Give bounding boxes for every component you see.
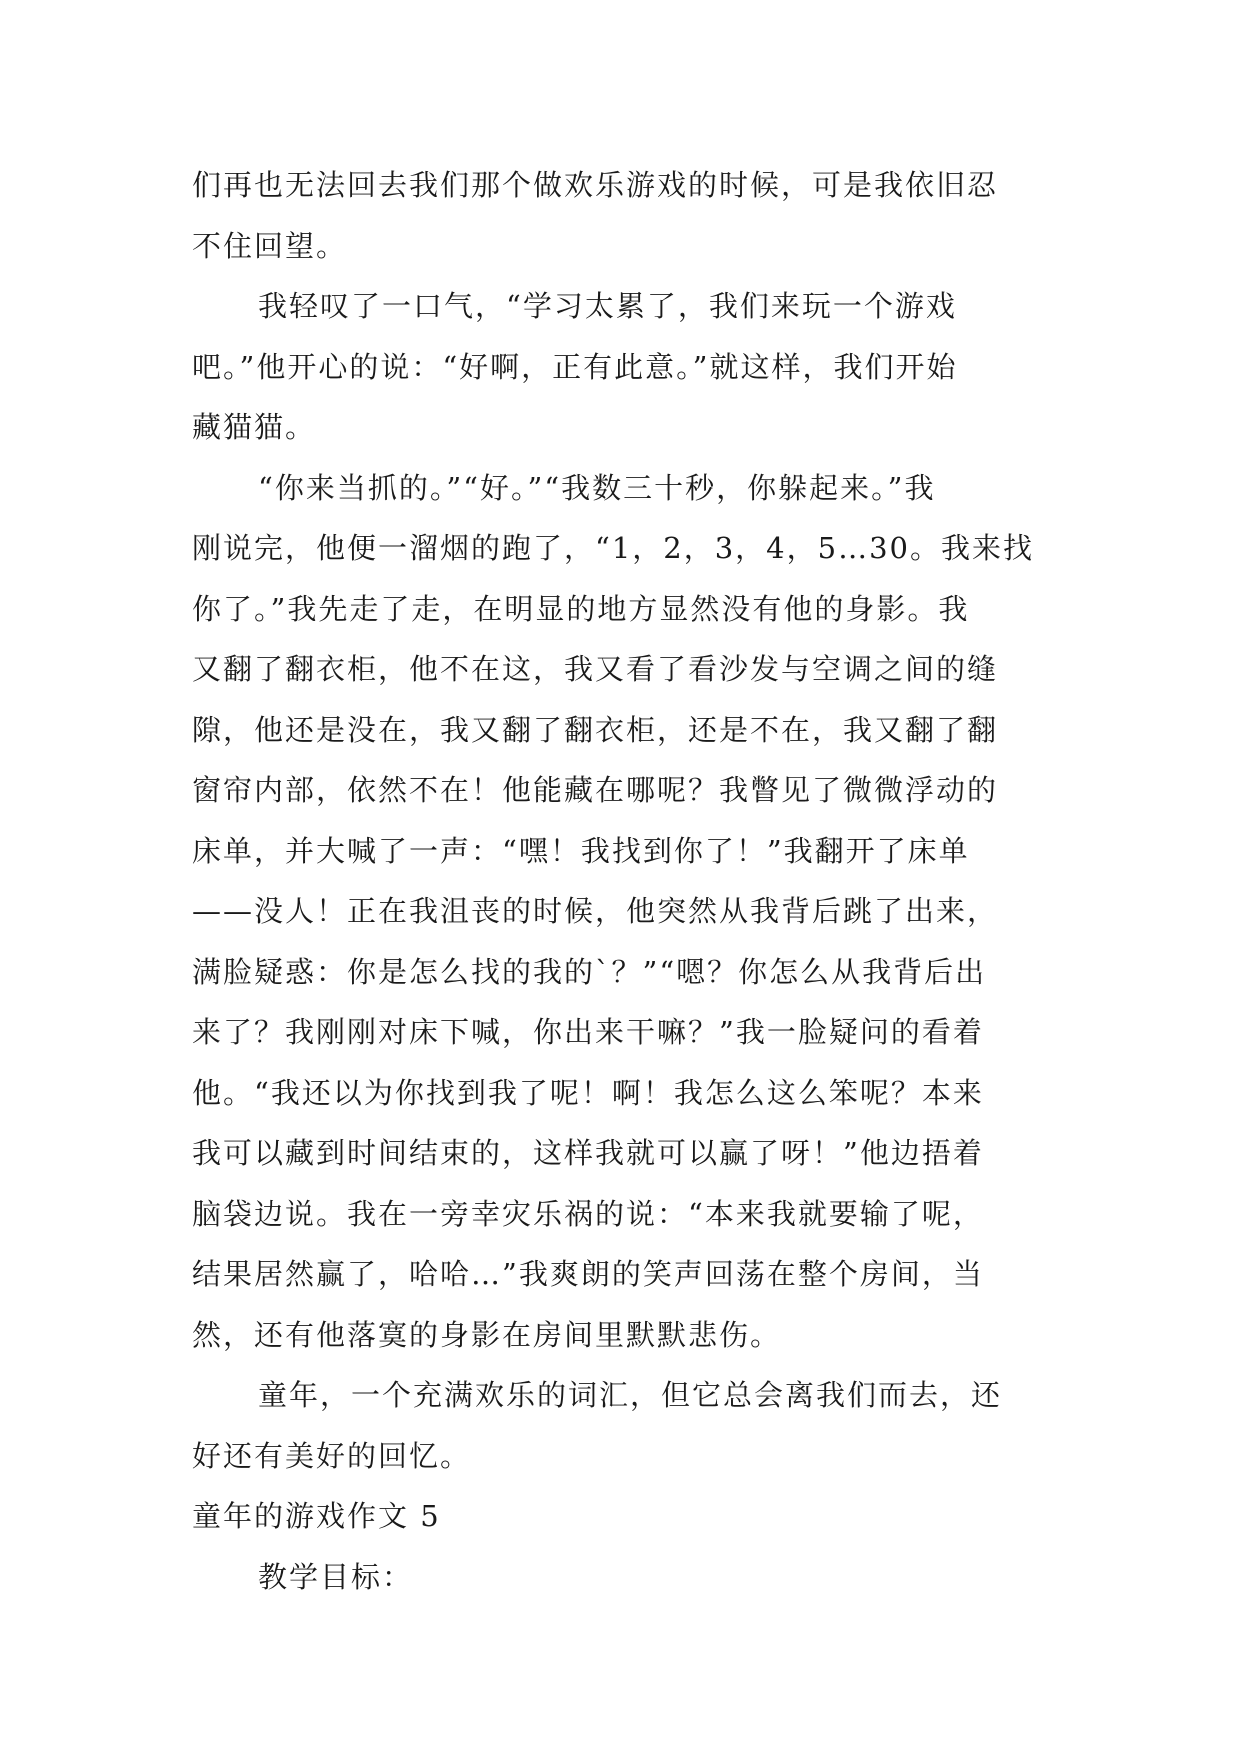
text-line-24: 教学目标： <box>258 1559 414 1594</box>
text-line-8: 你了。”我先走了走，在明显的地方显然没有他的身影。我 <box>192 591 970 626</box>
text-line-12: 床单，并大喊了一声：“嘿！我找到你了！”我翻开了床单 <box>192 833 970 868</box>
text-line-2: 不住回望。 <box>192 228 348 263</box>
text-line-21: 童年，一个充满欢乐的词汇，但它总会离我们而去，还 <box>258 1378 1003 1412</box>
text-line-10: 隙，他还是没在，我又翻了翻衣柜，还是不在，我又翻了翻 <box>192 712 999 747</box>
text-line-11: 窗帘内部，依然不在！他能藏在哪呢？我瞥见了微微浮动的 <box>192 773 999 807</box>
text-line-3: 我轻叹了一口气，“学习太累了，我们来玩一个游戏 <box>258 289 957 323</box>
text-line-7: 刚说完，他便一溜烟的跑了，“1，2，3，4，5…30。我来找 <box>192 531 1034 565</box>
text-line-17: 我可以藏到时间结束的，这样我就可以赢了呀！”他边捂着 <box>192 1136 984 1170</box>
text-line-9: 又翻了翻衣柜，他不在这，我又看了看沙发与空调之间的缝 <box>192 652 999 686</box>
text-line-19: 结果居然赢了，哈哈…”我爽朗的笑声回荡在整个房间，当 <box>192 1257 984 1291</box>
text-line-20: 然，还有他落寞的身影在房间里默默悲伤。 <box>192 1317 782 1352</box>
text-line-16: 他。“我还以为你找到我了呢！啊！我怎么这么笨呢？本来 <box>192 1075 984 1110</box>
text-line-1: 们再也无法回去我们那个做欢乐游戏的时候，可是我依旧忍 <box>192 168 999 202</box>
text-line-18: 脑袋边说。我在一旁幸灾乐祸的说：“本来我就要输了呢， <box>192 1196 984 1231</box>
text-line-13: ——没人！正在我沮丧的时候，他突然从我背后跳了出来， <box>192 894 999 928</box>
text-line-5: 藏猫猫。 <box>192 410 317 444</box>
document-body <box>192 155 1062 1607</box>
text-line-22: 好还有美好的回忆。 <box>192 1438 472 1473</box>
text-line-15: 来了？我刚刚对床下喊，你出来干嘛？”我一脸疑问的看着 <box>192 1015 984 1049</box>
section-heading: 童年的游戏作文 5 <box>192 1499 441 1533</box>
text-line-6: “你来当抓的。”“好。”“我数三十秒，你躲起来。”我 <box>258 470 936 505</box>
text-line-14: 满脸疑惑：你是怎么找的我的`？”“嗯？你怎么从我背后出 <box>192 954 987 989</box>
text-line-4: 吧。”他开心的说：“好啊，正有此意。”就这样，我们开始 <box>192 349 958 384</box>
